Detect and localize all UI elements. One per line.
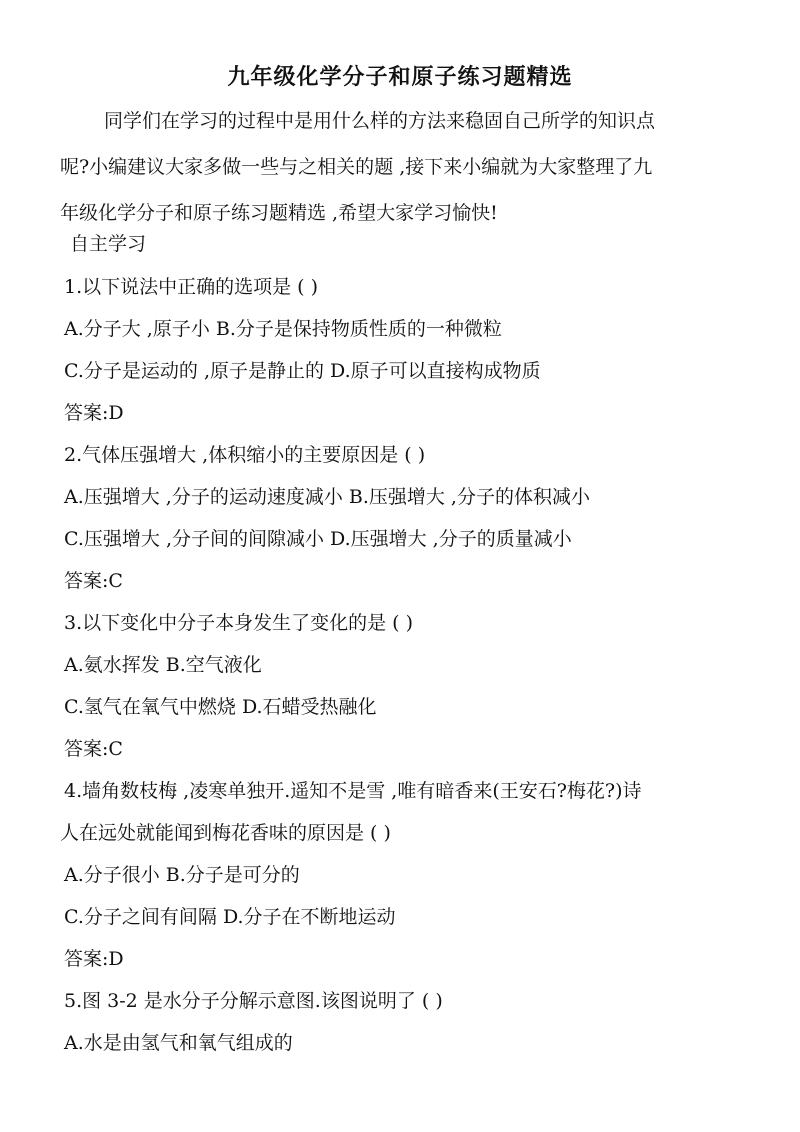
document-title: 九年级化学分子和原子练习题精选 (227, 64, 573, 90)
question-1-options-ab: A.分子大 ,原子小 B.分子是保持物质性质的一种微粒 (64, 318, 502, 340)
question-2-options-cd: C.压强增大 ,分子间的间隙减小 D.压强增大 ,分子的质量减小 (64, 528, 572, 550)
question-1-answer: 答案:D (64, 402, 124, 424)
intro-line: 呢?小编建议大家多做一些与之相关的题 ,接下来小编就为大家整理了九 (60, 156, 653, 178)
intro-line: 同学们在学习的过程中是用什么样的方法来稳固自己所学的知识点 (104, 110, 656, 132)
question-4-options-cd: C.分子之间有间隔 D.分子在不断地运动 (64, 906, 396, 928)
question-4-answer: 答案:D (64, 948, 124, 970)
intro-line: 年级化学分子和原子练习题精选 ,希望大家学习愉快! (60, 202, 498, 224)
question-4-options-ab: A.分子很小 B.分子是可分的 (64, 864, 300, 886)
section-heading: 自主学习 (70, 233, 147, 255)
question-4-continued: 人在远处就能闻到梅花香味的原因是 ( ) (60, 822, 391, 844)
question-5: 5.图 3-2 是水分子分解示意图.该图说明了 ( ) (64, 990, 443, 1012)
question-2-answer: 答案:C (64, 570, 123, 592)
question-3-options-cd: C.氢气在氧气中燃烧 D.石蜡受热融化 (64, 696, 377, 718)
question-3-options-ab: A.氨水挥发 B.空气液化 (64, 654, 262, 676)
question-4: 4.墙角数枝梅 ,凌寒单独开.遥知不是雪 ,唯有暗香来(王安石?梅花?)诗 (64, 780, 642, 802)
question-2-options-ab: A.压强增大 ,分子的运动速度减小 B.压强增大 ,分子的体积减小 (64, 486, 590, 508)
question-2: 2.气体压强增大 ,体积缩小的主要原因是 ( ) (64, 444, 426, 466)
question-3: 3.以下变化中分子本身发生了变化的是 ( ) (64, 612, 414, 634)
question-5-option-a: A.水是由氢气和氧气组成的 (64, 1032, 293, 1054)
intro-paragraph (60, 98, 750, 236)
question-1: 1.以下说法中正确的选项是 ( ) (64, 276, 319, 298)
question-1-options-cd: C.分子是运动的 ,原子是静止的 D.原子可以直接构成物质 (64, 360, 541, 382)
question-3-answer: 答案:C (64, 738, 123, 760)
